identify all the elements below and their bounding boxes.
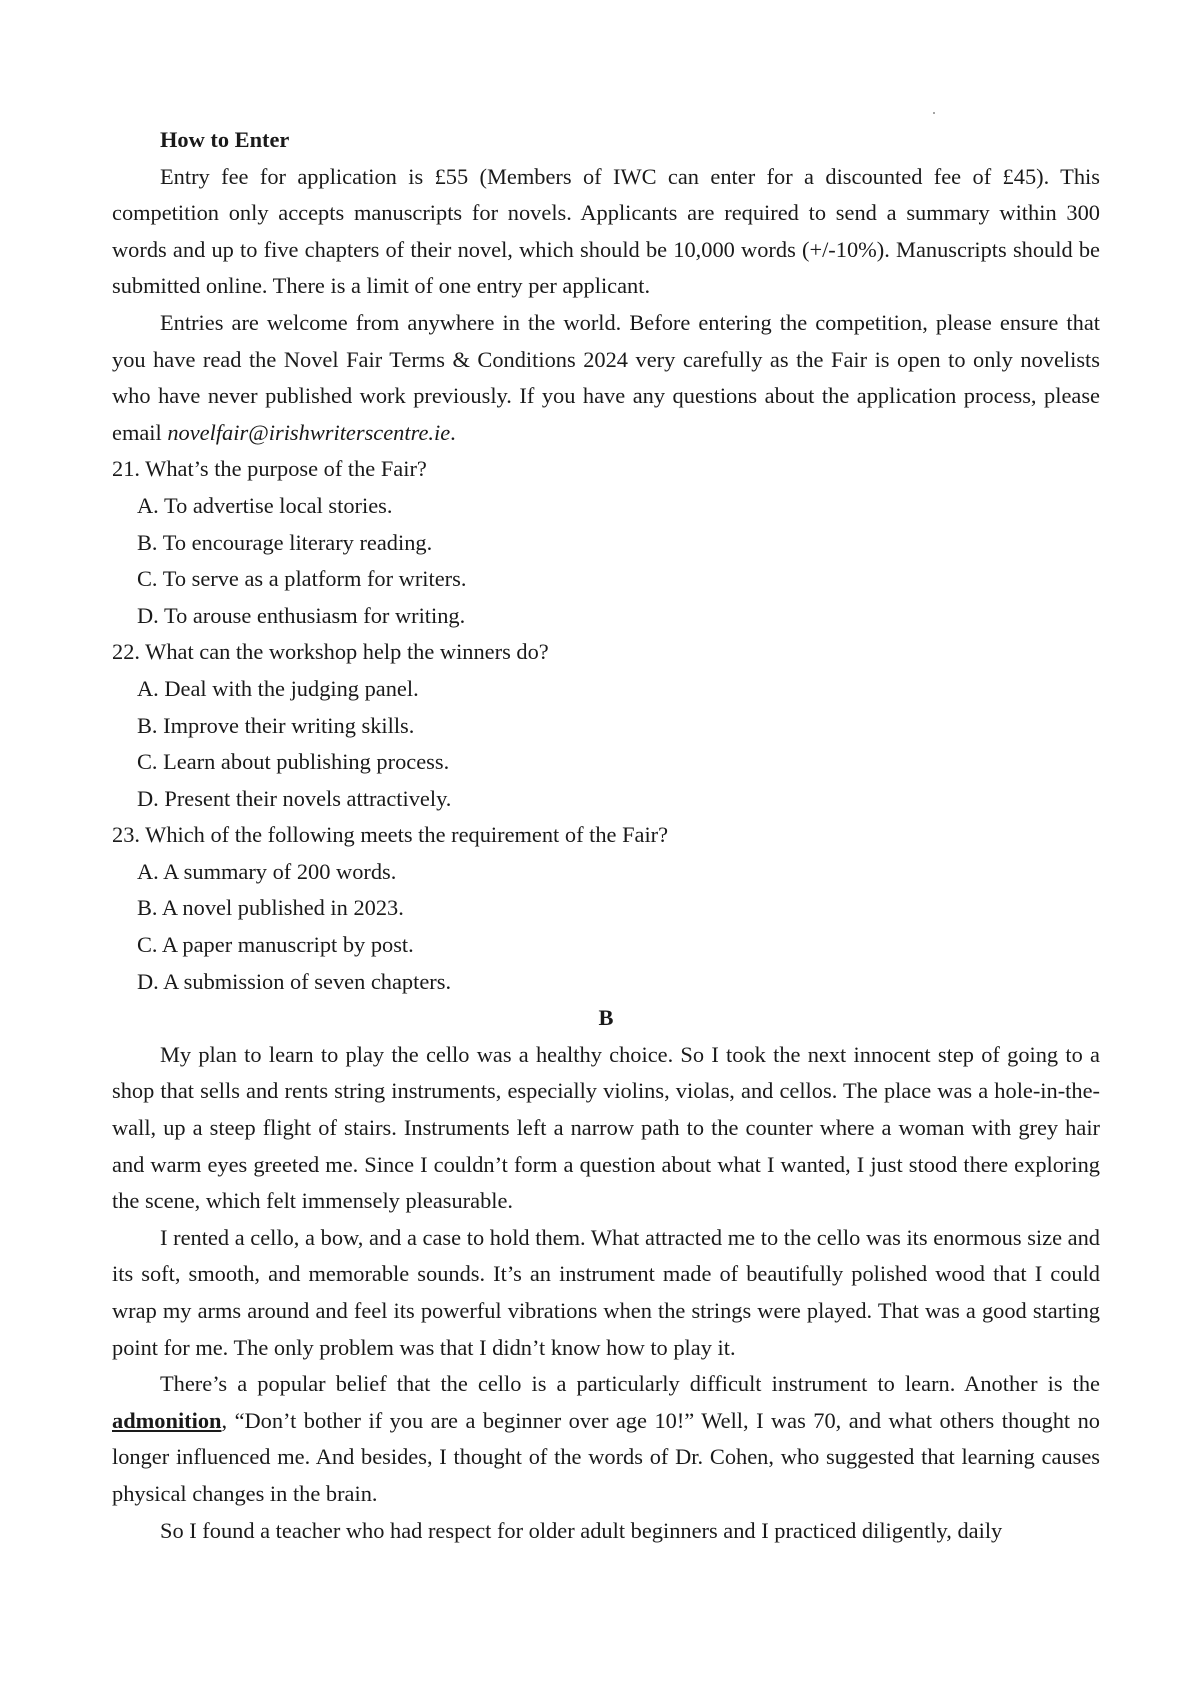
document-page	[112, 122, 1100, 1549]
eligibility-paragraph	[112, 305, 1100, 451]
question-21	[112, 451, 1100, 634]
passage-b-paragraph-1: My plan to learn to play the cello was a healthy choice. So I took the next innocent step of going to a shop that sells and rents string instruments, especially violins, violas, and cellos. The place was a hole-in-the-wall, up a steep flight of stairs. Instruments left a narrow path to the counter where a woman with grey hair and warm eyes greeted me. Since I couldn’t form a question about what I wanted, I just stood there exploring the scene, which felt immensely pleasurable.	[112, 1041, 1100, 1214]
option-a: A. Deal with the judging panel.	[137, 675, 419, 701]
question-stem: 21. What’s the purpose of the Fair?	[112, 456, 427, 482]
question-22	[112, 634, 1100, 817]
option-a: A. To advertise local stories.	[137, 492, 393, 518]
passage-b-paragraph-4: So I found a teacher who had respect for older adult beginners and I practiced diligently, daily	[160, 1517, 1003, 1543]
contact-email: novelfair@irishwriterscentre.ie	[167, 419, 451, 445]
option-d: D. A submission of seven chapters.	[137, 968, 452, 994]
eligibility-text-end: .	[450, 419, 456, 445]
option-d: D. Present their novels attractively.	[137, 785, 452, 811]
question-23	[112, 817, 1100, 1000]
passage-b-paragraph-2: I rented a cello, a bow, and a case to hold them. What attracted me to the cello was its enormous size and its soft, smooth, and memorable sounds. It’s an instrument made of beautifully polished wood that I could wrap my arms around and feel its powerful vibrations when the strings were played. That was a good starting point for me. The only problem was that I didn’t know how to play it.	[112, 1224, 1100, 1360]
how-to-enter-heading: How to Enter	[160, 127, 290, 152]
option-b: B. Improve their writing skills.	[137, 712, 415, 738]
option-a: A. A summary of 200 words.	[137, 858, 397, 884]
option-c: C. A paper manuscript by post.	[137, 932, 414, 958]
paragraph-3-text-end: , “Don’t bother if you are a beginner over age 10!” Well, I was 70, and what others thought no longer influenced me. And besides, I thought of the words of Dr. Cohen, who suggested that learning causes physical changes in the brain.	[112, 1407, 1100, 1506]
option-d: D. To arouse enthusiasm for writing.	[137, 602, 466, 628]
question-stem: 22. What can the workshop help the winners do?	[112, 639, 549, 665]
passage-b-paragraph-3	[112, 1366, 1100, 1512]
eligibility-text: Entries are welcome from anywhere in the world. Before entering the competition, please ensure that you have read the Novel Fair Terms & Conditions 2024 very carefully as the Fair is open to only novelists who have never published work previously. If you have any questions about the application process, please email	[112, 309, 1100, 445]
option-c: C. Learn about publishing process.	[137, 749, 450, 775]
option-b: B. A novel published in 2023.	[137, 895, 404, 921]
paragraph-3-text: There’s a popular belief that the cello is a particularly difficult instrument to learn. Another is the	[160, 1371, 1100, 1397]
scan-speck	[933, 112, 935, 114]
underlined-keyword: admonition	[112, 1407, 222, 1433]
question-stem: 23. Which of the following meets the requirement of the Fair?	[112, 822, 669, 848]
option-b: B. To encourage literary reading.	[137, 529, 433, 555]
section-b-label: B	[598, 1005, 614, 1031]
entry-fee-paragraph: Entry fee for application is £55 (Members of IWC can enter for a discounted fee of £45). This competition only accepts manuscripts for novels. Applicants are required to send a summary within 300 words and up to five chapters of their novel, which should be 10,000 words (+/-10%). Manuscripts should be submitted online. There is a limit of one entry per applicant.	[112, 163, 1100, 299]
option-c: C. To serve as a platform for writers.	[137, 566, 467, 592]
